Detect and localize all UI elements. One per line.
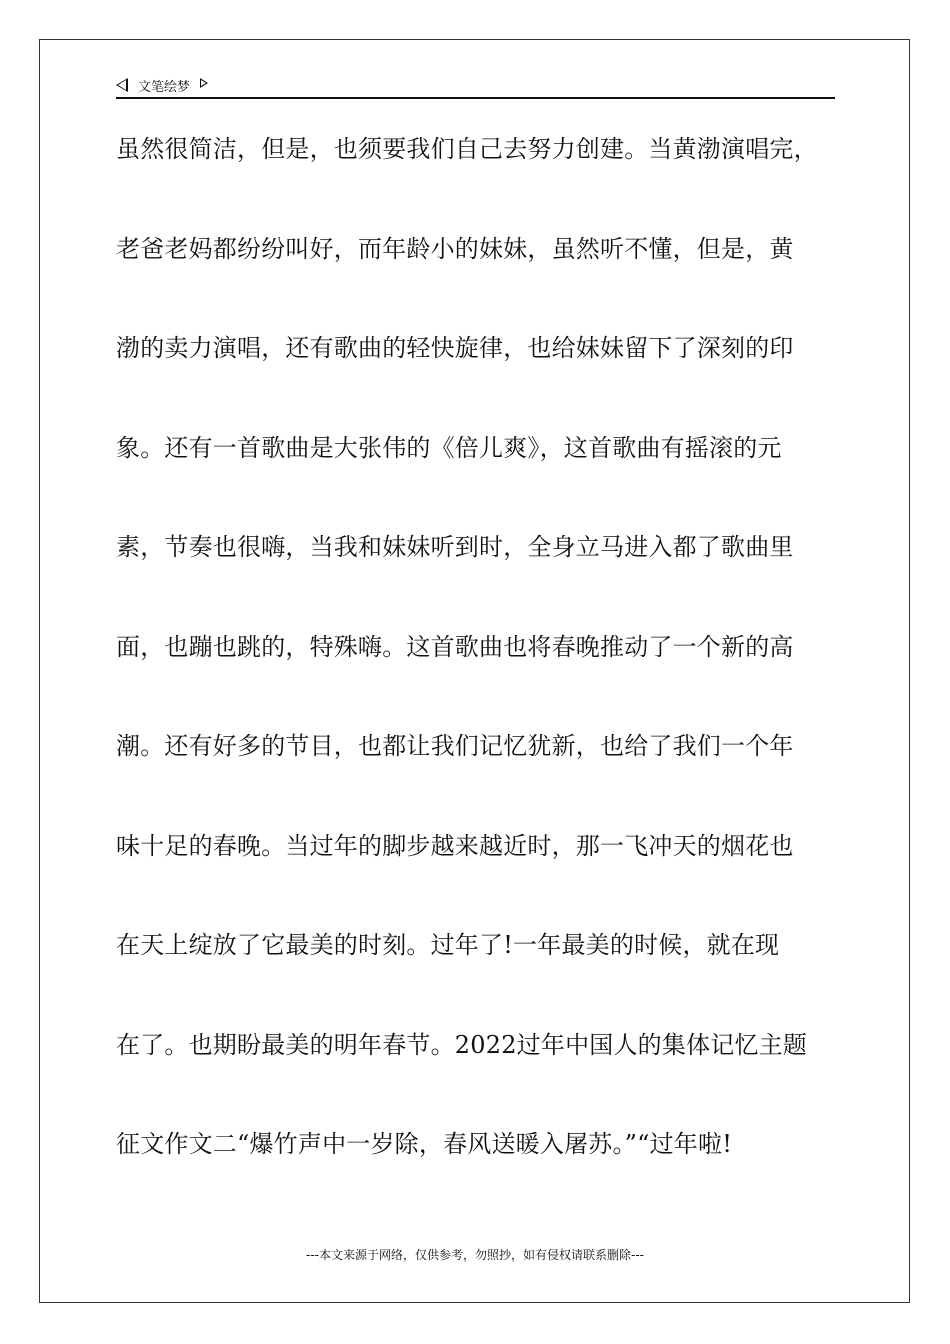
triangle-left-icon — [116, 78, 128, 92]
text-line: 面，也蹦也跳的，特殊嗨。这首歌曲也将春晚推动了一个新的高 — [116, 632, 794, 661]
footer-notice: ---本文来源于网络，仅供参考，勿照抄，如有侵权请联系删除--- — [306, 1248, 644, 1262]
body-text — [116, 124, 856, 1219]
text-line: 潮。还有好多的节目，也都让我们记忆犹新，也给了我们一个年 — [116, 732, 794, 760]
header-title: 文笔绘梦 — [138, 79, 191, 95]
text-line: 老爸老妈都纷纷叫好，而年龄小的妹妹，虽然听不懂，但是，黄 — [116, 234, 794, 263]
triangle-right-icon — [200, 78, 208, 88]
page-header — [116, 74, 208, 96]
text-line: 在天上绽放了它最美的时刻。过年了!一年最美的时候，就在现 — [116, 931, 780, 959]
text-line: 素，节奏也很嗨，当我和妹妹听到时，全身立马进入都了歌曲里 — [116, 533, 794, 561]
text-line: 象。还有一首歌曲是大张伟的《倍儿爽》，这首歌曲有摇滚的元 — [116, 433, 782, 462]
text-line: 虽然很简洁，但是，也须要我们自己去努力创建。当黄渤演唱完， — [116, 135, 818, 163]
text-line: 味十足的春晚。当过年的脚步越来越近时，那一飞冲天的烟花也 — [116, 831, 794, 860]
text-line: 在了。也期盼最美的明年春节。2022过年中国人的集体记忆主题 — [116, 1030, 808, 1059]
text-line: 征文作文二“爆竹声中一岁除，春风送暖入屠苏。”“过年啦! — [116, 1130, 733, 1158]
header-divider — [116, 97, 835, 99]
text-line: 渤的卖力演唱，还有歌曲的轻快旋律，也给妹妹留下了深刻的印 — [116, 334, 794, 362]
